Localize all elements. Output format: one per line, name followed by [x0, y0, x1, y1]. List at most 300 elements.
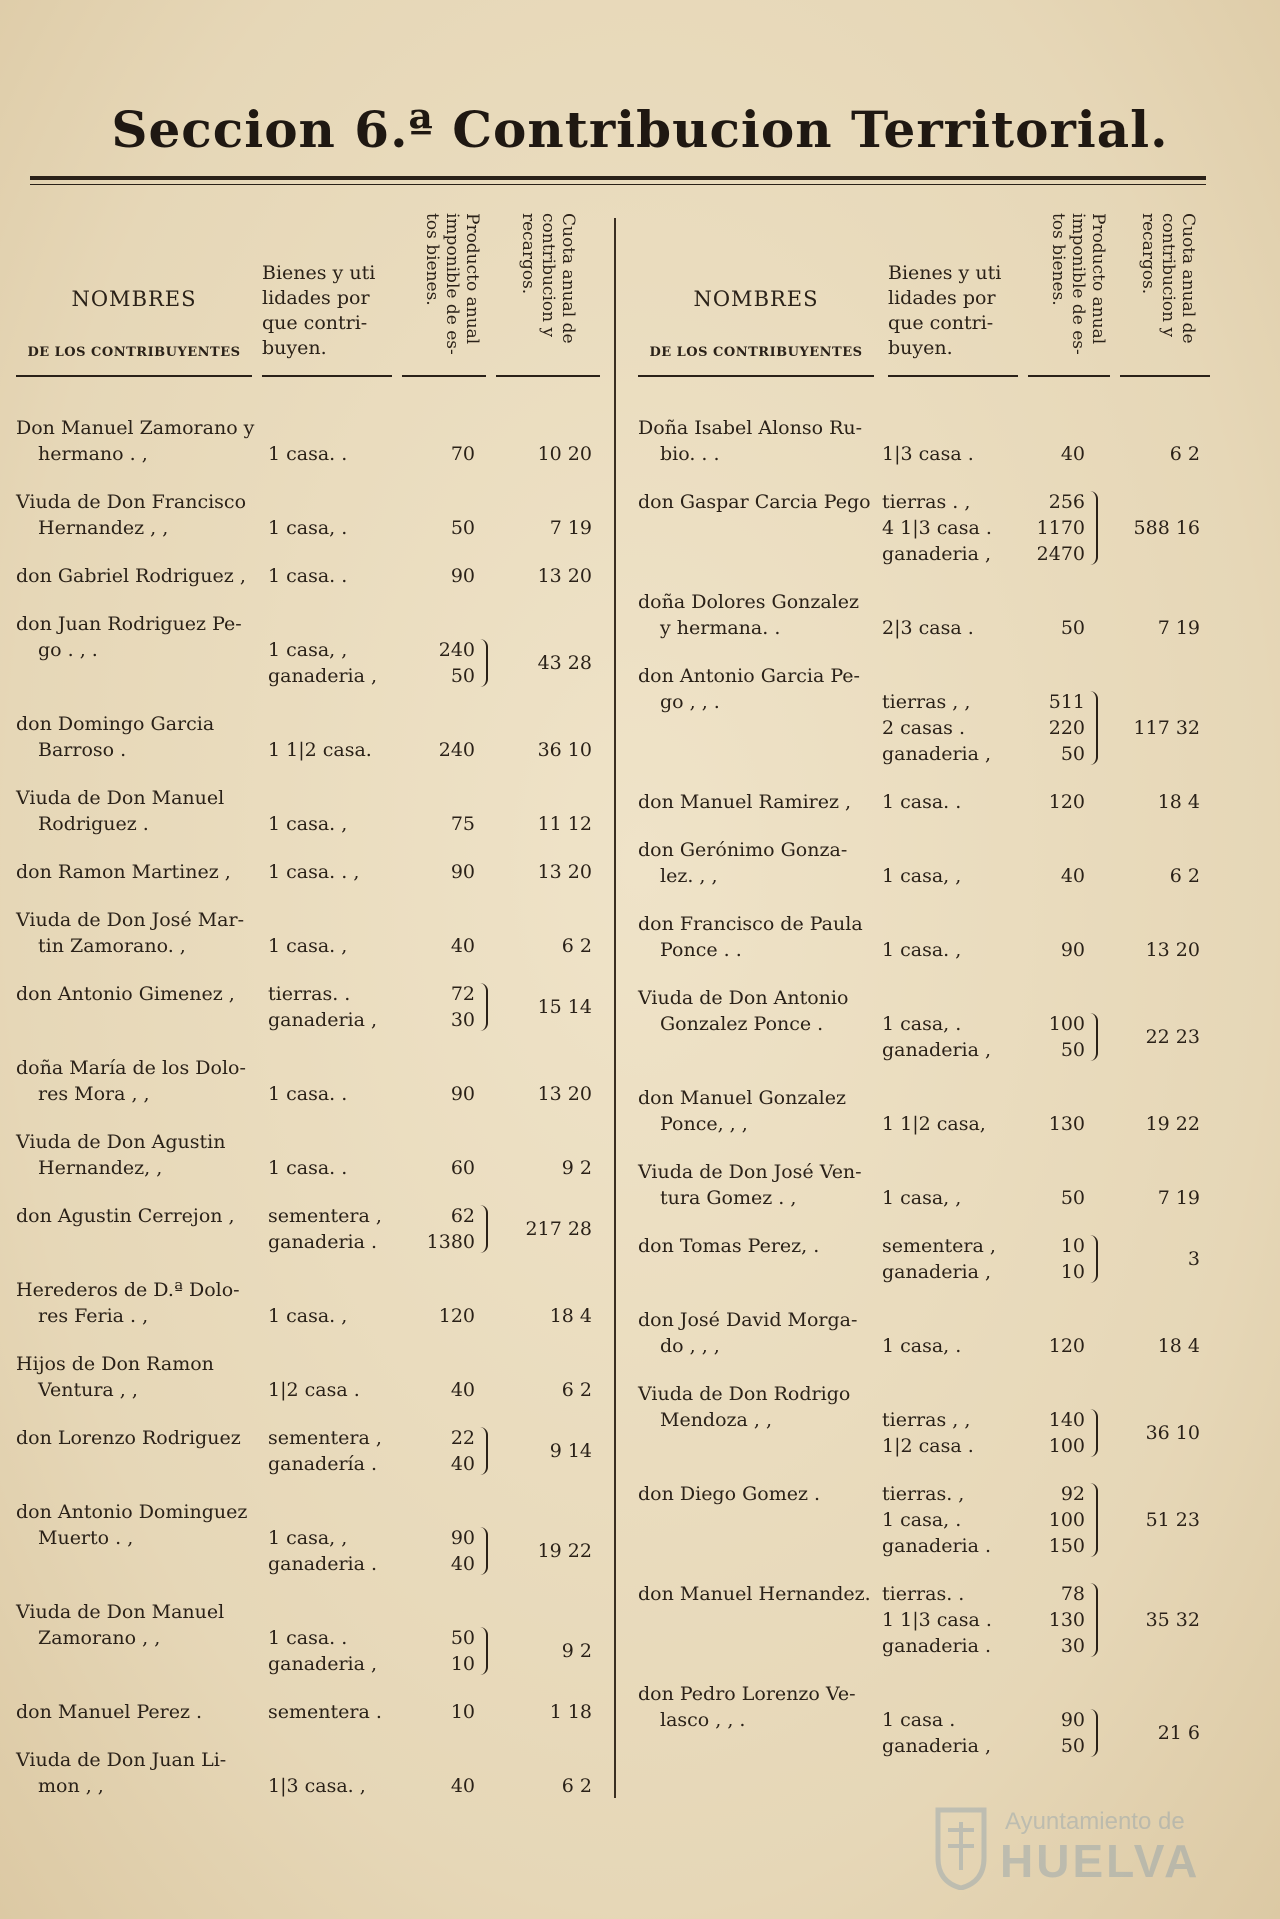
- goods-cell: [268, 1303, 403, 1329]
- watermark-text: Ayuntamiento de: [1005, 1808, 1185, 1835]
- product-value: 120: [1048, 791, 1085, 813]
- taxpayer-name-line: don Juan Rodriguez Pe-: [16, 613, 242, 635]
- goods-cell: [268, 981, 403, 1033]
- header-names-subtitle: DE LOS CONTRIBUYENTES: [27, 345, 241, 360]
- product-value: 50: [450, 1627, 475, 1649]
- taxpayer-name-line: don Gerónimo Gonza-: [638, 839, 848, 861]
- product-value: 60: [450, 1157, 475, 1179]
- product-value: 130: [1048, 1113, 1085, 1135]
- goods-cell: [882, 937, 1017, 963]
- taxpayer-name-line: Rodriguez .: [38, 813, 149, 835]
- goods-line: 1 casa. .: [268, 1157, 348, 1179]
- product-value: 50: [450, 665, 475, 687]
- product-value: 240: [438, 639, 475, 661]
- product-cell: [1010, 441, 1085, 467]
- taxpayer-name-line: don Manuel Hernandez.: [638, 1583, 871, 1605]
- quota-cell: 588 16: [1133, 517, 1200, 539]
- product-cell: [1010, 615, 1085, 641]
- goods-line: 1 casa, .: [268, 517, 348, 539]
- goods-line: 1 casa. ,: [268, 1305, 348, 1327]
- taxpayer-name-line: tin Zamorano. ,: [38, 935, 186, 957]
- right-rows: [638, 415, 1210, 1759]
- taxpayer-name: [638, 1381, 888, 1433]
- quota-cell: 117 32: [1133, 717, 1200, 739]
- goods-cell: [268, 1699, 403, 1725]
- taxpayer-name-line: don Domingo Garcia: [16, 713, 215, 735]
- quota-cell: 7 19: [549, 517, 592, 539]
- taxpayer-name-line: Hijos de Don Ramon: [16, 1353, 214, 1375]
- right-table-header: [638, 205, 1210, 385]
- header-bienes-line: lidades por: [262, 287, 370, 309]
- taxpayer-name-line: lasco , , .: [660, 1709, 746, 1731]
- quota-cell: 13 20: [537, 1083, 592, 1105]
- grouping-brace: [478, 1427, 488, 1475]
- table-row: [16, 1425, 600, 1477]
- table-row: [16, 981, 600, 1033]
- left-table-header: [16, 205, 600, 385]
- quota-cell: 6 2: [561, 935, 592, 957]
- goods-cell: [268, 637, 403, 689]
- goods-line: ganaderia ,: [882, 1735, 992, 1757]
- product-value: 78: [1060, 1583, 1085, 1605]
- taxpayer-name: [16, 1277, 266, 1329]
- taxpayer-name: [638, 1681, 888, 1733]
- taxpayer-name-line: don Antonio Dominguez: [16, 1501, 248, 1523]
- goods-line: sementera .: [268, 1701, 382, 1723]
- goods-line: 1 casa. . ,: [268, 861, 360, 883]
- product-value: 40: [450, 1553, 475, 1575]
- product-value: 10: [450, 1701, 475, 1723]
- product-value: 140: [1048, 1409, 1085, 1431]
- taxpayer-name-line: Viuda de Don Manuel: [16, 787, 225, 809]
- goods-line: sementera ,: [268, 1205, 382, 1227]
- taxpayer-name: [16, 907, 266, 959]
- header-bienes: [888, 261, 1018, 361]
- goods-line: ganadería .: [268, 1453, 378, 1475]
- product-value: 511: [1048, 691, 1085, 713]
- taxpayer-name-line: don Manuel Gonzalez: [638, 1087, 847, 1109]
- quota-cell: 22 23: [1145, 1026, 1200, 1048]
- product-cell: [400, 1081, 475, 1107]
- goods-line: 1 casa. ,: [268, 935, 348, 957]
- product-value: 10: [1060, 1235, 1085, 1257]
- product-value: 100: [1048, 1509, 1085, 1531]
- product-value: 10: [1060, 1261, 1085, 1283]
- taxpayer-name-line: Viuda de Don Francisco: [16, 491, 247, 513]
- taxpayer-name: [16, 1055, 266, 1107]
- product-cell: [1010, 689, 1085, 767]
- watermark: [930, 1800, 1260, 1900]
- taxpayer-name-line: res Mora , ,: [38, 1083, 150, 1105]
- goods-line: 1|2 casa .: [268, 1379, 360, 1401]
- table-row: [638, 1581, 1210, 1659]
- taxpayer-name: [638, 911, 888, 963]
- header-underline: [888, 375, 1018, 377]
- goods-cell: [882, 1481, 1017, 1559]
- goods-line: 2 casas .: [882, 717, 966, 739]
- goods-cell: [882, 489, 1017, 567]
- quota-cell: 13 20: [1145, 939, 1200, 961]
- product-value: 1380: [426, 1231, 475, 1253]
- goods-cell: [882, 863, 1017, 889]
- goods-cell: [268, 737, 403, 763]
- quota-cell: 217 28: [525, 1218, 592, 1240]
- taxpayer-name-line: don Manuel Ramirez ,: [638, 791, 852, 813]
- goods-cell: [268, 515, 403, 541]
- quota-cell: 35 32: [1145, 1609, 1200, 1631]
- product-cell: [400, 1625, 475, 1677]
- taxpayer-name-line: Ponce . .: [660, 939, 742, 961]
- goods-line: sementera ,: [882, 1235, 996, 1257]
- table-row: [16, 611, 600, 689]
- goods-line: ganaderia .: [268, 1231, 378, 1253]
- table-row: [16, 859, 600, 885]
- goods-line: ganaderia .: [268, 1553, 378, 1575]
- taxpayer-name-line: Gonzalez Ponce .: [660, 1013, 824, 1035]
- product-value: 92: [1060, 1483, 1085, 1505]
- taxpayer-name: [16, 1203, 266, 1229]
- quota-cell: 9 2: [561, 1640, 592, 1662]
- taxpayer-name: [638, 415, 888, 467]
- table-row: [16, 1351, 600, 1403]
- goods-cell: [882, 1707, 1017, 1759]
- taxpayer-name-line: Mendoza , ,: [660, 1409, 773, 1431]
- goods-line: 1 casa, ,: [882, 1187, 962, 1209]
- product-cell: [400, 637, 475, 689]
- quota-cell: 18 4: [1157, 1335, 1200, 1357]
- taxpayer-name: [638, 1085, 888, 1137]
- goods-cell: [268, 1425, 403, 1477]
- taxpayer-name: [16, 785, 266, 837]
- goods-line: ganaderia ,: [882, 1039, 992, 1061]
- goods-line: 1 casa. .: [268, 1627, 348, 1649]
- goods-line: 1 casa. ,: [882, 939, 962, 961]
- header-cuota: Cuota anual de contribucion y recargos.: [1138, 213, 1198, 344]
- header-underline: [262, 375, 392, 377]
- grouping-brace: [478, 639, 488, 687]
- quota-cell: 13 20: [537, 861, 592, 883]
- quota-cell: 6 2: [561, 1379, 592, 1401]
- product-value: 62: [450, 1205, 475, 1227]
- taxpayer-name-line: Don Manuel Zamorano y: [16, 417, 255, 439]
- taxpayer-name-line: Zamorano , ,: [38, 1627, 161, 1649]
- goods-line: 2|3 casa .: [882, 617, 974, 639]
- table-row: [16, 489, 600, 541]
- taxpayer-name-line: Muerto . ,: [38, 1527, 134, 1549]
- product-value: 40: [1060, 865, 1085, 887]
- goods-line: ganaderia ,: [268, 1009, 378, 1031]
- quota-cell: 10 20: [537, 443, 592, 465]
- goods-cell: [268, 859, 403, 885]
- product-value: 90: [450, 565, 475, 587]
- taxpayer-name-line: Viuda de Don Rodrigo: [638, 1383, 851, 1405]
- goods-line: ganaderia ,: [882, 543, 992, 565]
- taxpayer-name: [638, 663, 888, 715]
- header-bienes-line: que contri-: [888, 312, 994, 334]
- taxpayer-name: [16, 711, 266, 763]
- product-value: 50: [1060, 743, 1085, 765]
- taxpayer-name-line: Barroso .: [38, 739, 127, 761]
- taxpayer-name-line: hermano . ,: [38, 443, 148, 465]
- quota-cell: 7 19: [1157, 617, 1200, 639]
- grouping-brace: [478, 983, 488, 1031]
- header-producto: Producto anual imponible de es- tos bienes.: [1048, 213, 1108, 355]
- product-value: 10: [450, 1653, 475, 1675]
- taxpayer-name-line: don Francisco de Paula: [638, 913, 863, 935]
- goods-line: tierras , ,: [882, 691, 971, 713]
- taxpayer-name-line: don Antonio Garcia Pe-: [638, 665, 860, 687]
- product-value: 50: [1060, 617, 1085, 639]
- city-seal-icon: [930, 1800, 992, 1890]
- product-value: 220: [1048, 717, 1085, 739]
- table-row: [638, 837, 1210, 889]
- table-row: [16, 1599, 600, 1677]
- product-cell: [1010, 1111, 1085, 1137]
- taxpayer-name-line: Herederos de D.ª Dolo-: [16, 1279, 240, 1301]
- taxpayer-name: [16, 1699, 266, 1725]
- table-row: [16, 1055, 600, 1107]
- goods-cell: [268, 1155, 403, 1181]
- product-value: 40: [450, 1453, 475, 1475]
- goods-line: 1 casa. .: [882, 791, 962, 813]
- goods-line: tierras , ,: [882, 1409, 971, 1431]
- grouping-brace: [1088, 1709, 1098, 1757]
- product-value: 40: [1060, 443, 1085, 465]
- goods-line: 1 1|3 casa .: [882, 1609, 992, 1631]
- product-cell: [400, 1377, 475, 1403]
- header-underline: [496, 375, 600, 377]
- goods-line: 1|3 casa. ,: [268, 1775, 366, 1797]
- quota-cell: 19 22: [1145, 1113, 1200, 1135]
- product-value: 30: [450, 1009, 475, 1031]
- taxpayer-name-line: mon , ,: [38, 1775, 104, 1797]
- grouping-brace: [1088, 1483, 1098, 1557]
- product-cell: [1010, 1233, 1085, 1285]
- taxpayer-name-line: Viuda de Don Juan Li-: [16, 1749, 227, 1771]
- quota-cell: 3: [1187, 1248, 1200, 1270]
- taxpayer-name: [638, 837, 888, 889]
- table-row: [16, 1277, 600, 1329]
- table-row: [638, 1159, 1210, 1211]
- product-value: 240: [438, 739, 475, 761]
- product-value: 256: [1048, 491, 1085, 513]
- goods-cell: [882, 441, 1017, 467]
- product-value: 130: [1048, 1609, 1085, 1631]
- product-cell: [1010, 1333, 1085, 1359]
- taxpayer-name-line: Viuda de Don José Mar-: [16, 909, 244, 931]
- product-cell: [400, 737, 475, 763]
- quota-cell: 1 18: [549, 1701, 592, 1723]
- product-value: 1170: [1036, 517, 1085, 539]
- taxpayer-name-line: do , , ,: [660, 1335, 720, 1357]
- taxpayer-name-line: go , , .: [660, 691, 720, 713]
- product-cell: [1010, 1185, 1085, 1211]
- grouping-brace: [1088, 1409, 1098, 1457]
- goods-cell: [882, 1011, 1017, 1063]
- header-underline: [402, 375, 486, 377]
- taxpayer-name-line: don José David Morga-: [638, 1309, 858, 1331]
- product-cell: [400, 811, 475, 837]
- product-cell: [1010, 1707, 1085, 1759]
- header-bienes-line: buyen.: [262, 337, 327, 359]
- taxpayer-name: [16, 1599, 266, 1651]
- goods-line: 1 1|2 casa.: [268, 739, 372, 761]
- quota-cell: 18 4: [549, 1305, 592, 1327]
- product-value: 120: [1048, 1335, 1085, 1357]
- table-row: [16, 785, 600, 837]
- header-cuota: Cuota anual de contribucion y recargos.: [518, 213, 578, 344]
- taxpayer-name: [638, 489, 888, 515]
- quota-cell: 18 4: [1157, 791, 1200, 813]
- product-cell: [1010, 937, 1085, 963]
- goods-line: 1 1|2 casa,: [882, 1113, 986, 1135]
- product-cell: [400, 981, 475, 1033]
- taxpayer-name-line: don Antonio Gimenez ,: [16, 983, 235, 1005]
- product-value: 90: [450, 861, 475, 883]
- goods-line: 4 1|3 casa .: [882, 517, 992, 539]
- taxpayer-name: [16, 1351, 266, 1403]
- grouping-brace: [1088, 1583, 1098, 1657]
- grouping-brace: [478, 1627, 488, 1675]
- goods-cell: [882, 1233, 1017, 1285]
- taxpayer-name-line: don Manuel Perez .: [16, 1701, 203, 1723]
- product-value: 40: [450, 935, 475, 957]
- product-cell: [1010, 1011, 1085, 1063]
- column-divider: [614, 218, 616, 1798]
- quota-cell: 21 6: [1157, 1722, 1200, 1744]
- goods-cell: [268, 563, 403, 589]
- header-underline: [16, 375, 252, 377]
- header-underline: [638, 375, 874, 377]
- quota-cell: 11 12: [537, 813, 592, 835]
- taxpayer-name-line: doña María de los Dolo-: [16, 1057, 246, 1079]
- taxpayer-name-line: don Lorenzo Rodriguez: [16, 1427, 241, 1449]
- goods-line: tierras. ,: [882, 1483, 965, 1505]
- taxpayer-name: [638, 1159, 888, 1211]
- taxpayer-name-line: tura Gomez . ,: [660, 1187, 797, 1209]
- table-row: [16, 1747, 600, 1799]
- taxpayer-name-line: don Agustin Cerrejon ,: [16, 1205, 235, 1227]
- goods-line: 1 casa, .: [882, 1013, 962, 1035]
- table-row: [638, 911, 1210, 963]
- taxpayer-name: [16, 859, 266, 885]
- header-underline: [1120, 375, 1210, 377]
- goods-cell: [268, 1625, 403, 1677]
- goods-line: 1 casa. .: [268, 565, 348, 587]
- goods-cell: [268, 1773, 403, 1799]
- quota-cell: 19 22: [537, 1540, 592, 1562]
- table-row: [16, 1129, 600, 1181]
- goods-line: ganaderia ,: [268, 665, 378, 687]
- goods-cell: [268, 811, 403, 837]
- header-names-title: NOMBRES: [71, 287, 197, 311]
- product-cell: [400, 1155, 475, 1181]
- quota-cell: 36 10: [1145, 1422, 1200, 1444]
- product-value: 75: [450, 813, 475, 835]
- right-column: [638, 205, 1210, 1781]
- grouping-brace: [1088, 1013, 1098, 1061]
- product-cell: [400, 933, 475, 959]
- header-bienes-line: que contri-: [262, 312, 368, 334]
- taxpayer-name: [16, 1129, 266, 1181]
- taxpayer-name-line: Doña Isabel Alonso Ru-: [638, 417, 863, 439]
- goods-cell: [882, 1185, 1017, 1211]
- taxpayer-name: [16, 981, 266, 1007]
- taxpayer-name: [16, 489, 266, 541]
- goods-line: sementera ,: [268, 1427, 382, 1449]
- product-cell: [1010, 1581, 1085, 1659]
- taxpayer-name-line: doña Dolores Gonzalez: [638, 591, 860, 613]
- product-cell: [400, 859, 475, 885]
- taxpayer-name-line: don Diego Gomez .: [638, 1483, 821, 1505]
- taxpayer-name-line: Viuda de Don Manuel: [16, 1601, 225, 1623]
- left-column: [16, 205, 600, 1821]
- table-row: [638, 985, 1210, 1063]
- taxpayer-name-line: Hernandez, ,: [38, 1157, 163, 1179]
- product-value: 90: [450, 1083, 475, 1105]
- product-value: 90: [450, 1527, 475, 1549]
- table-row: [638, 415, 1210, 467]
- goods-line: 1 casa, ,: [268, 1527, 348, 1549]
- goods-cell: [882, 1111, 1017, 1137]
- product-value: 40: [450, 1379, 475, 1401]
- page-title: Seccion 6.ª Contribucion Territorial.: [111, 100, 1169, 159]
- product-value: 50: [450, 517, 475, 539]
- goods-line: 1|3 casa .: [882, 443, 974, 465]
- taxpayer-name-line: don Tomas Perez, .: [638, 1235, 820, 1257]
- product-cell: [400, 441, 475, 467]
- goods-line: 1 casa, .: [882, 1509, 962, 1531]
- header-bienes: [262, 261, 392, 361]
- product-value: 100: [1048, 1013, 1085, 1035]
- taxpayer-name-line: go . , .: [38, 639, 98, 661]
- goods-line: 1 casa. .: [268, 443, 348, 465]
- table-row: [16, 415, 600, 467]
- quota-cell: 6 2: [1169, 443, 1200, 465]
- title-rule-thick: [30, 176, 1206, 180]
- taxpayer-name-line: Hernandez , ,: [38, 517, 169, 539]
- grouping-brace: [478, 1205, 488, 1253]
- left-rows: [16, 415, 600, 1799]
- product-cell: [1010, 1481, 1085, 1559]
- quota-cell: 13 20: [537, 565, 592, 587]
- product-value: 40: [450, 1775, 475, 1797]
- goods-cell: [268, 1377, 403, 1403]
- taxpayer-name-line: don Gaspar Carcia Pego: [638, 491, 871, 513]
- taxpayer-name: [638, 1233, 888, 1259]
- taxpayer-name: [638, 789, 888, 815]
- product-value: 70: [450, 443, 475, 465]
- table-row: [16, 1699, 600, 1725]
- product-cell: [1010, 863, 1085, 889]
- table-row: [16, 1499, 600, 1577]
- taxpayer-name: [16, 1747, 266, 1799]
- taxpayer-name-line: Viuda de Don Antonio: [638, 987, 849, 1009]
- product-value: 90: [1060, 939, 1085, 961]
- grouping-brace: [1088, 491, 1098, 565]
- quota-cell: 43 28: [537, 652, 592, 674]
- product-cell: [1010, 1407, 1085, 1459]
- goods-line: 1|2 casa .: [882, 1435, 974, 1457]
- goods-cell: [268, 1203, 403, 1255]
- quota-cell: 9 2: [561, 1157, 592, 1179]
- quota-cell: 6 2: [561, 1775, 592, 1797]
- table-row: [16, 1203, 600, 1255]
- watermark-text: HUELVA: [1000, 1835, 1201, 1887]
- goods-line: ganaderia ,: [882, 1261, 992, 1283]
- grouping-brace: [1088, 691, 1098, 765]
- taxpayer-name-line: Viuda de Don José Ven-: [638, 1161, 862, 1183]
